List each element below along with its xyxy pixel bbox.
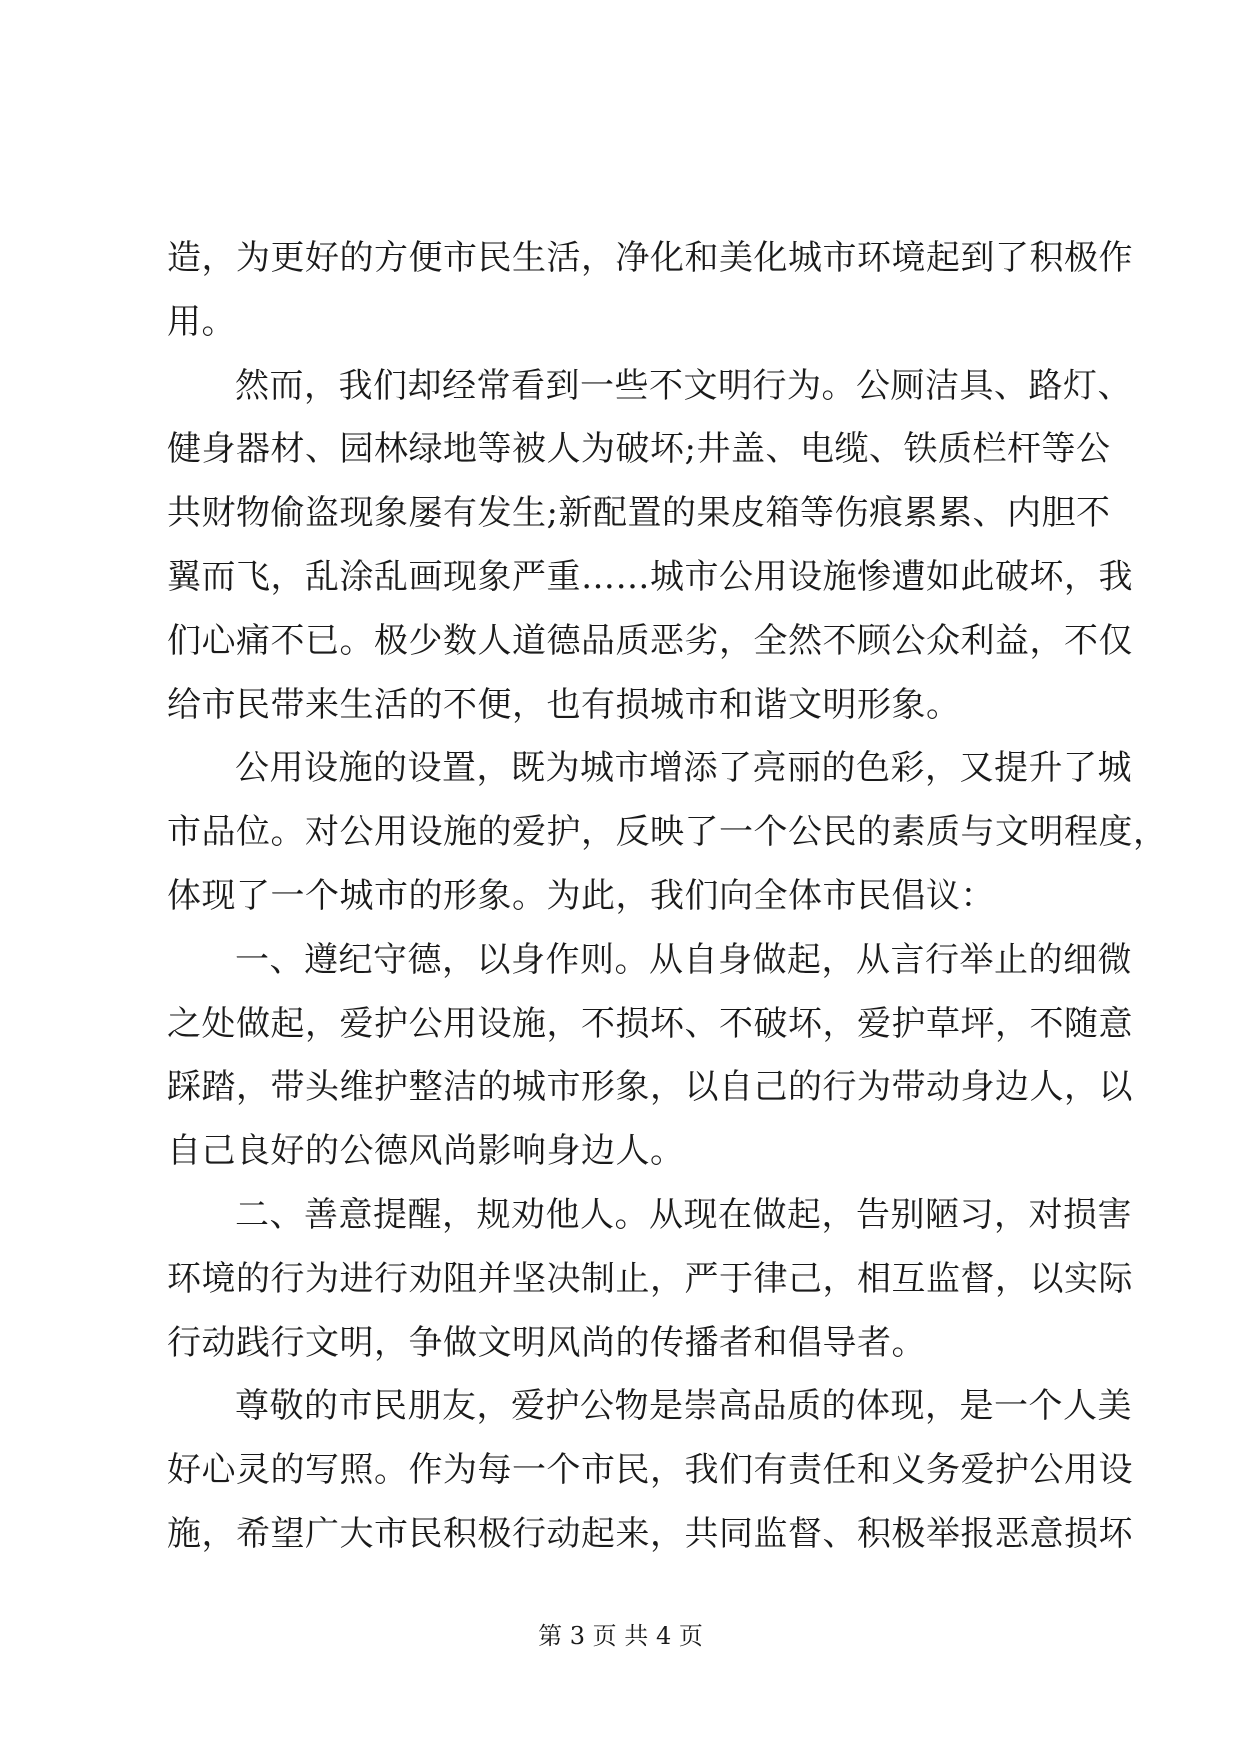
text-line: 踩踏，带头维护整洁的城市形象，以自己的行为带动身边人，以 <box>167 1067 1133 1108</box>
text-line: 健身器材、园林绿地等被人为破坏;井盖、电缆、铁质栏杆等公 <box>167 429 1111 470</box>
text-line: 翼而飞，乱涂乱画现象严重……城市公用设施惨遭如此破坏，我 <box>167 556 1133 597</box>
text-line: 体现了一个城市的形象。为此，我们向全体市民倡议： <box>167 875 995 916</box>
text-line: 们心痛不已。极少数人道德品质恶劣，全然不顾公众利益，不仅 <box>167 620 1133 661</box>
text-line: 公用设施的设置，既为城市增添了亮丽的色彩，又提升了城 <box>235 748 1132 789</box>
document-body <box>167 227 1168 1567</box>
text-line: 施，希望广大市民积极行动起来，共同监督、积极举报恶意损坏 <box>167 1513 1133 1554</box>
text-line: 给市民带来生活的不便，也有损城市和谐文明形象。 <box>167 684 961 725</box>
text-line: 一、遵纪守德，以身作则。从自身做起，从言行举止的细微 <box>235 939 1132 980</box>
text-line: 市品位。对公用设施的爱护，反映了一个公民的素质与文明程度， <box>167 812 1168 853</box>
paragraph <box>167 737 1168 928</box>
text-line: 尊敬的市民朋友，爱护公物是崇高品质的体现，是一个人美 <box>235 1386 1132 1427</box>
paragraph <box>167 929 1133 1184</box>
text-line: 自己良好的公德风尚影响身边人。 <box>167 1131 685 1172</box>
text-line: 用。 <box>167 301 236 342</box>
paragraph <box>167 227 1133 355</box>
text-line: 二、善意提醒，规劝他人。从现在做起，告别陋习，对损害 <box>235 1194 1132 1235</box>
page-number-label: 第 3 页 共 4 页 <box>538 1622 703 1650</box>
text-line: 环境的行为进行劝阻并坚决制止，严于律己，相互监督，以实际 <box>167 1258 1133 1299</box>
paragraph <box>167 1184 1133 1375</box>
text-line: 好心灵的写照。作为每一个市民，我们有责任和义务爱护公用设 <box>167 1450 1133 1491</box>
text-line: 造，为更好的方便市民生活，净化和美化城市环境起到了积极作 <box>167 238 1133 278</box>
text-line: 之处做起，爱护公用设施，不损坏、不破坏，爱护草坪，不随意 <box>167 1003 1133 1044</box>
text-line: 行动践行文明，争做文明风尚的传播者和倡导者。 <box>167 1322 926 1363</box>
text-line: 然而，我们却经常看到一些不文明行为。公厕洁具、路灯、 <box>235 365 1132 406</box>
paragraph <box>167 355 1133 738</box>
paragraph <box>167 1375 1133 1566</box>
page-footer <box>0 1616 1241 1651</box>
text-line: 共财物偷盗现象屡有发生;新配置的果皮箱等伤痕累累、内胆不 <box>167 493 1111 534</box>
